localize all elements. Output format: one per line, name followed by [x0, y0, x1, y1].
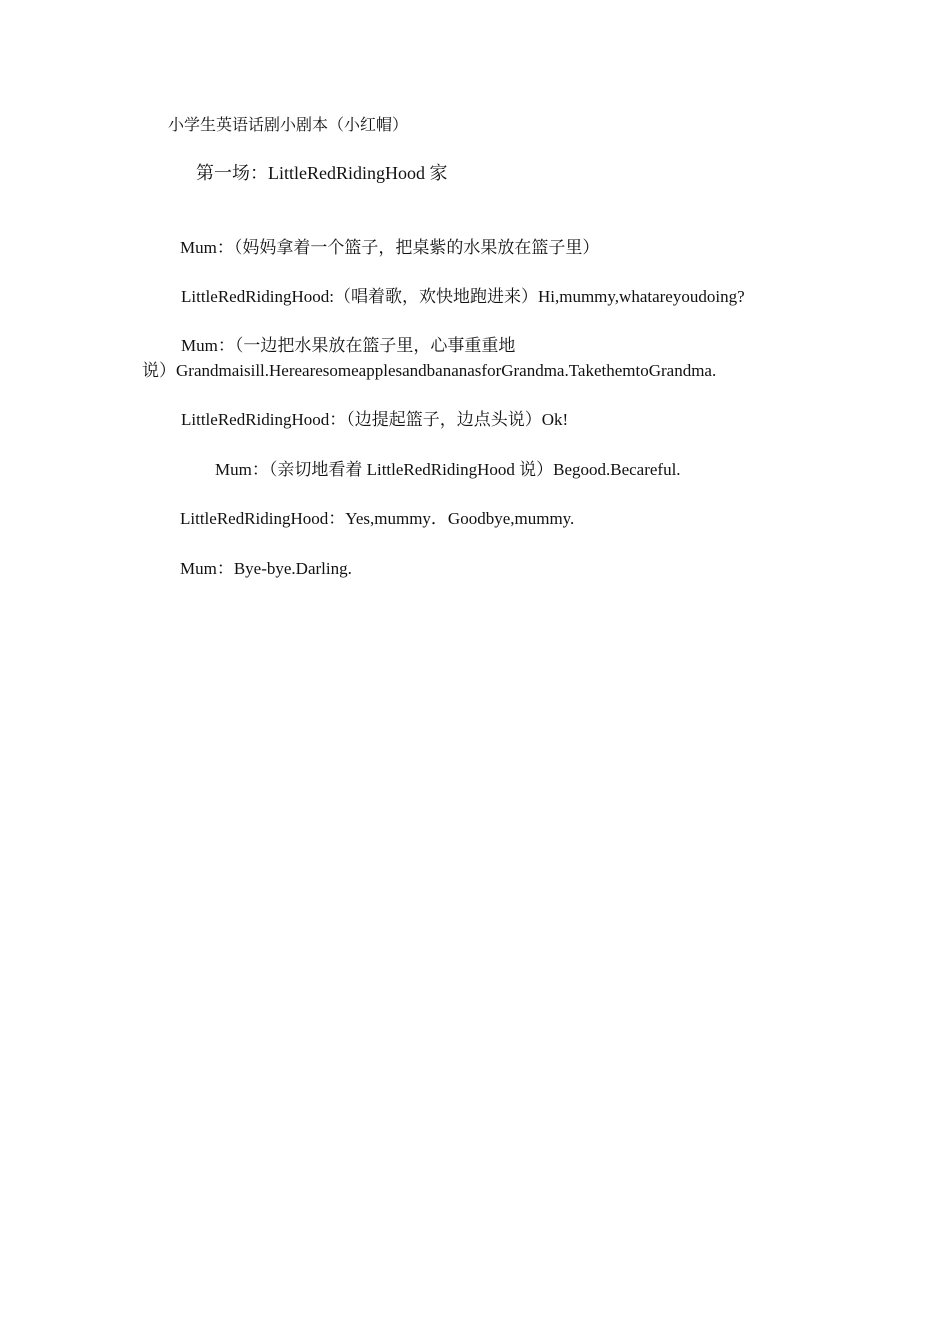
dialogue-line: LittleRedRidingHood：Yes,mummy．Goodbye,mummy. [180, 509, 575, 528]
dialogue-line: Mum：（亲切地看着 LittleRedRidingHood 说）Begood.Becareful. [215, 460, 681, 479]
dialogue-line: LittleRedRidingHood：（边提起篮子，边点头说）Ok! [181, 410, 569, 429]
dialogue-line: Mum：Bye-bye.Darling. [180, 559, 352, 578]
dialogue-line: Mum：（一边把水果放在篮子里，心事重重地 [181, 336, 516, 355]
dialogue-line: LittleRedRidingHood:（唱着歌，欢快地跑进来）Hi,mummy,whatareyoudoing? [181, 287, 745, 306]
document-title: 小学生英语话剧小剧本（小红帽） [168, 117, 409, 134]
dialogue-line-continuation: 说）Grandmaisill.HerearesomeapplesandbananasforGrandma.TakethemtoGrandma. [142, 361, 717, 380]
dialogue-line: Mum：（妈妈拿着一个篮子，把桌紫的水果放在篮子里） [180, 238, 600, 257]
scene-heading: 第一场：LittleRedRidingHood 家 [196, 163, 448, 183]
